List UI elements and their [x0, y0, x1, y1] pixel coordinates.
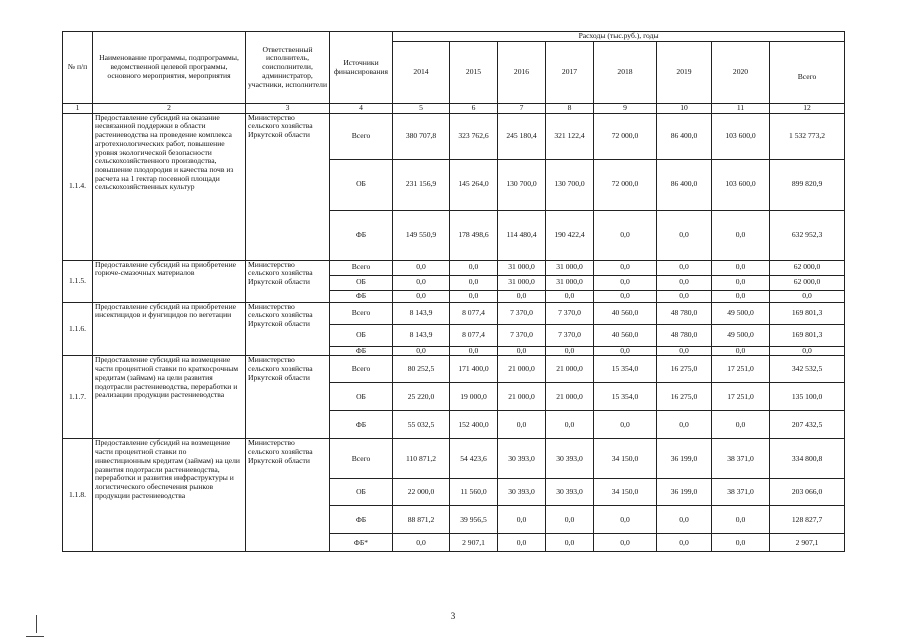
header-total: Всего — [770, 42, 845, 104]
amount-cell: 0,0 — [450, 275, 498, 290]
amount-cell: 0,0 — [657, 260, 712, 275]
amount-cell: 0,0 — [712, 411, 770, 439]
amount-cell: 0,0 — [546, 534, 594, 552]
amount-cell: 0,0 — [594, 210, 657, 260]
amount-cell: 15 354,0 — [594, 383, 657, 411]
amount-cell: 49 500,0 — [712, 324, 770, 346]
amount-cell: 86 400,0 — [657, 159, 712, 210]
item-name: Предоставление субсидий на возмещение части процентной ставки по инвестиционным кредитам (займам) на цели развития подотрасли растениеводства, переработки и развития инфраструктуры и логистического обеспечения рынков продукции растениеводства — [93, 439, 246, 552]
item-number: 1.1.5. — [63, 260, 93, 302]
amount-cell: 0,0 — [498, 346, 546, 356]
amount-cell: 0,0 — [712, 506, 770, 534]
item-executor: Министерство сельского хозяйства Иркутской области — [246, 302, 330, 356]
total-cell: 135 100,0 — [770, 383, 845, 411]
amount-cell: 8 077,4 — [450, 324, 498, 346]
amount-cell: 0,0 — [657, 275, 712, 290]
amount-cell: 0,0 — [393, 534, 450, 552]
amount-cell: 36 199,0 — [657, 479, 712, 506]
header-year: 2019 — [657, 42, 712, 104]
amount-cell: 231 156,9 — [393, 159, 450, 210]
header-year: 2016 — [498, 42, 546, 104]
column-number: 7 — [498, 104, 546, 114]
amount-cell: 110 871,2 — [393, 439, 450, 479]
table-row — [63, 113, 845, 159]
amount-cell: 0,0 — [498, 411, 546, 439]
total-cell: 899 820,9 — [770, 159, 845, 210]
amount-cell: 323 762,6 — [450, 113, 498, 159]
funding-source: Всего — [330, 439, 393, 479]
amount-cell: 39 956,5 — [450, 506, 498, 534]
amount-cell: 7 370,0 — [546, 302, 594, 324]
table-row — [63, 356, 845, 383]
amount-cell: 130 700,0 — [546, 159, 594, 210]
amount-cell: 0,0 — [657, 346, 712, 356]
amount-cell: 22 000,0 — [393, 479, 450, 506]
column-number: 9 — [594, 104, 657, 114]
amount-cell: 21 000,0 — [498, 383, 546, 411]
amount-cell: 15 354,0 — [594, 356, 657, 383]
amount-cell: 54 423,6 — [450, 439, 498, 479]
table-row — [63, 439, 845, 479]
total-cell: 169 801,3 — [770, 324, 845, 346]
amount-cell: 17 251,0 — [712, 356, 770, 383]
scan-mark — [26, 636, 44, 637]
column-number: 6 — [450, 104, 498, 114]
total-cell: 632 952,3 — [770, 210, 845, 260]
page-number: 3 — [450, 611, 456, 621]
amount-cell: 19 000,0 — [450, 383, 498, 411]
amount-cell: 245 180,4 — [498, 113, 546, 159]
amount-cell: 0,0 — [657, 290, 712, 302]
amount-cell: 190 422,4 — [546, 210, 594, 260]
header-year: 2017 — [546, 42, 594, 104]
header-year: 2018 — [594, 42, 657, 104]
amount-cell: 0,0 — [594, 260, 657, 275]
column-number: 2 — [93, 104, 246, 114]
header-year: 2014 — [393, 42, 450, 104]
column-number: 3 — [246, 104, 330, 114]
amount-cell: 30 393,0 — [546, 439, 594, 479]
amount-cell: 0,0 — [712, 534, 770, 552]
amount-cell: 48 780,0 — [657, 324, 712, 346]
amount-cell: 145 264,0 — [450, 159, 498, 210]
amount-cell: 72 000,0 — [594, 159, 657, 210]
item-executor: Министерство сельского хозяйства Иркутской области — [246, 439, 330, 552]
header-executor: Ответственный исполнитель, соисполнители, администратор, участники, исполнители — [246, 32, 330, 104]
amount-cell: 103 600,0 — [712, 159, 770, 210]
amount-cell: 30 393,0 — [498, 479, 546, 506]
total-cell: 334 800,8 — [770, 439, 845, 479]
amount-cell: 0,0 — [712, 346, 770, 356]
amount-cell: 0,0 — [594, 290, 657, 302]
amount-cell: 0,0 — [498, 506, 546, 534]
amount-cell: 0,0 — [546, 411, 594, 439]
amount-cell: 0,0 — [498, 534, 546, 552]
funding-source: ФБ* — [330, 534, 393, 552]
column-number: 8 — [546, 104, 594, 114]
funding-source: ОБ — [330, 275, 393, 290]
funding-source: Всего — [330, 113, 393, 159]
column-number: 12 — [770, 104, 845, 114]
amount-cell: 0,0 — [450, 290, 498, 302]
amount-cell: 16 275,0 — [657, 356, 712, 383]
item-executor: Министерство сельского хозяйства Иркутской области — [246, 260, 330, 302]
scan-mark — [36, 615, 37, 633]
funding-source: ФБ — [330, 506, 393, 534]
total-cell: 342 532,5 — [770, 356, 845, 383]
amount-cell: 130 700,0 — [498, 159, 546, 210]
total-cell: 62 000,0 — [770, 275, 845, 290]
amount-cell: 0,0 — [594, 411, 657, 439]
total-cell: 128 827,7 — [770, 506, 845, 534]
amount-cell: 0,0 — [657, 210, 712, 260]
amount-cell: 40 560,0 — [594, 324, 657, 346]
funding-source: Всего — [330, 302, 393, 324]
total-cell: 169 801,3 — [770, 302, 845, 324]
amount-cell: 25 220,0 — [393, 383, 450, 411]
funding-source: ОБ — [330, 383, 393, 411]
amount-cell: 17 251,0 — [712, 383, 770, 411]
amount-cell: 0,0 — [712, 260, 770, 275]
amount-cell: 7 370,0 — [498, 302, 546, 324]
item-name: Предоставление субсидий на оказание несвязанной поддержки в области растениеводства на проведение комплекса агротехнологических работ, повышение уровня экологической безопасности сельскохозяйственного производства, повышение плодородия и качества почв из расчета на 1 гектар посевной площади сельскохозяйственных культур — [93, 113, 246, 260]
amount-cell: 0,0 — [393, 275, 450, 290]
amount-cell: 8 143,9 — [393, 324, 450, 346]
header-year: 2015 — [450, 42, 498, 104]
amount-cell: 7 370,0 — [546, 324, 594, 346]
amount-cell: 0,0 — [546, 290, 594, 302]
header-num: № п/п — [63, 32, 93, 104]
amount-cell: 0,0 — [594, 506, 657, 534]
amount-cell: 0,0 — [594, 534, 657, 552]
amount-cell: 0,0 — [657, 411, 712, 439]
amount-cell: 0,0 — [393, 346, 450, 356]
total-cell: 203 066,0 — [770, 479, 845, 506]
table-row — [63, 260, 845, 275]
funding-source: ФБ — [330, 346, 393, 356]
funding-source: ФБ — [330, 411, 393, 439]
amount-cell: 31 000,0 — [498, 275, 546, 290]
funding-source: ФБ — [330, 210, 393, 260]
column-number: 1 — [63, 104, 93, 114]
amount-cell: 31 000,0 — [546, 275, 594, 290]
item-name: Предоставление субсидий на приобретение инсектицидов и фунгицидов по вегетации — [93, 302, 246, 356]
amount-cell: 7 370,0 — [498, 324, 546, 346]
item-name: Предоставление субсидий на возмещение части процентной ставки по краткосрочным кредитам (займам) на цели развития подотрасли растениеводства, переработки и реализации продукции растениеводства — [93, 356, 246, 439]
amount-cell: 86 400,0 — [657, 113, 712, 159]
funding-source: ФБ — [330, 290, 393, 302]
amount-cell: 171 400,0 — [450, 356, 498, 383]
header-year: 2020 — [712, 42, 770, 104]
expenses-table — [62, 31, 845, 552]
amount-cell: 0,0 — [712, 210, 770, 260]
amount-cell: 88 871,2 — [393, 506, 450, 534]
amount-cell: 40 560,0 — [594, 302, 657, 324]
amount-cell: 0,0 — [393, 290, 450, 302]
column-number: 5 — [393, 104, 450, 114]
column-number: 10 — [657, 104, 712, 114]
amount-cell: 72 000,0 — [594, 113, 657, 159]
amount-cell: 114 480,4 — [498, 210, 546, 260]
amount-cell: 21 000,0 — [546, 356, 594, 383]
item-number: 1.1.6. — [63, 302, 93, 356]
amount-cell: 0,0 — [546, 506, 594, 534]
funding-source: Всего — [330, 260, 393, 275]
amount-cell: 16 275,0 — [657, 383, 712, 411]
amount-cell: 0,0 — [712, 275, 770, 290]
amount-cell: 34 150,0 — [594, 439, 657, 479]
item-number: 1.1.4. — [63, 113, 93, 260]
amount-cell: 0,0 — [546, 346, 594, 356]
amount-cell: 0,0 — [450, 260, 498, 275]
amount-cell: 30 393,0 — [498, 439, 546, 479]
amount-cell: 21 000,0 — [546, 383, 594, 411]
amount-cell: 34 150,0 — [594, 479, 657, 506]
amount-cell: 152 400,0 — [450, 411, 498, 439]
column-number: 4 — [330, 104, 393, 114]
header-sources: Источники финансирования — [330, 32, 393, 104]
item-name: Предоставление субсидий на приобретение горюче-смазочных материалов — [93, 260, 246, 302]
amount-cell: 48 780,0 — [657, 302, 712, 324]
amount-cell: 36 199,0 — [657, 439, 712, 479]
total-cell: 2 907,1 — [770, 534, 845, 552]
total-cell: 1 532 773,2 — [770, 113, 845, 159]
table-row — [63, 302, 845, 324]
amount-cell: 321 122,4 — [546, 113, 594, 159]
amount-cell: 8 143,9 — [393, 302, 450, 324]
amount-cell: 0,0 — [594, 346, 657, 356]
item-number: 1.1.7. — [63, 356, 93, 439]
total-cell: 0,0 — [770, 290, 845, 302]
item-executor: Министерство сельского хозяйства Иркутской области — [246, 113, 330, 260]
amount-cell: 0,0 — [657, 534, 712, 552]
item-number: 1.1.8. — [63, 439, 93, 552]
amount-cell: 149 550,9 — [393, 210, 450, 260]
amount-cell: 0,0 — [450, 346, 498, 356]
amount-cell: 38 371,0 — [712, 479, 770, 506]
amount-cell: 80 252,5 — [393, 356, 450, 383]
amount-cell: 21 000,0 — [498, 356, 546, 383]
amount-cell: 103 600,0 — [712, 113, 770, 159]
total-cell: 0,0 — [770, 346, 845, 356]
amount-cell: 0,0 — [393, 260, 450, 275]
amount-cell: 0,0 — [594, 275, 657, 290]
amount-cell: 8 077,4 — [450, 302, 498, 324]
amount-cell: 178 498,6 — [450, 210, 498, 260]
amount-cell: 55 032,5 — [393, 411, 450, 439]
funding-source: ОБ — [330, 159, 393, 210]
total-cell: 62 000,0 — [770, 260, 845, 275]
amount-cell: 2 907,1 — [450, 534, 498, 552]
funding-source: ОБ — [330, 479, 393, 506]
amount-cell: 0,0 — [657, 506, 712, 534]
header-expenses: Расходы (тыс.руб.), годы — [393, 32, 845, 42]
funding-source: ОБ — [330, 324, 393, 346]
funding-source: Всего — [330, 356, 393, 383]
item-executor: Министерство сельского хозяйства Иркутской области — [246, 356, 330, 439]
total-cell: 207 432,5 — [770, 411, 845, 439]
amount-cell: 0,0 — [498, 290, 546, 302]
amount-cell: 49 500,0 — [712, 302, 770, 324]
amount-cell: 38 371,0 — [712, 439, 770, 479]
amount-cell: 0,0 — [712, 290, 770, 302]
amount-cell: 31 000,0 — [546, 260, 594, 275]
column-number: 11 — [712, 104, 770, 114]
header-name: Наименование программы, подпрограммы, ведомственной целевой программы, основного мероприятия, мероприятия — [93, 32, 246, 104]
amount-cell: 380 707,8 — [393, 113, 450, 159]
amount-cell: 11 560,0 — [450, 479, 498, 506]
amount-cell: 30 393,0 — [546, 479, 594, 506]
amount-cell: 31 000,0 — [498, 260, 546, 275]
